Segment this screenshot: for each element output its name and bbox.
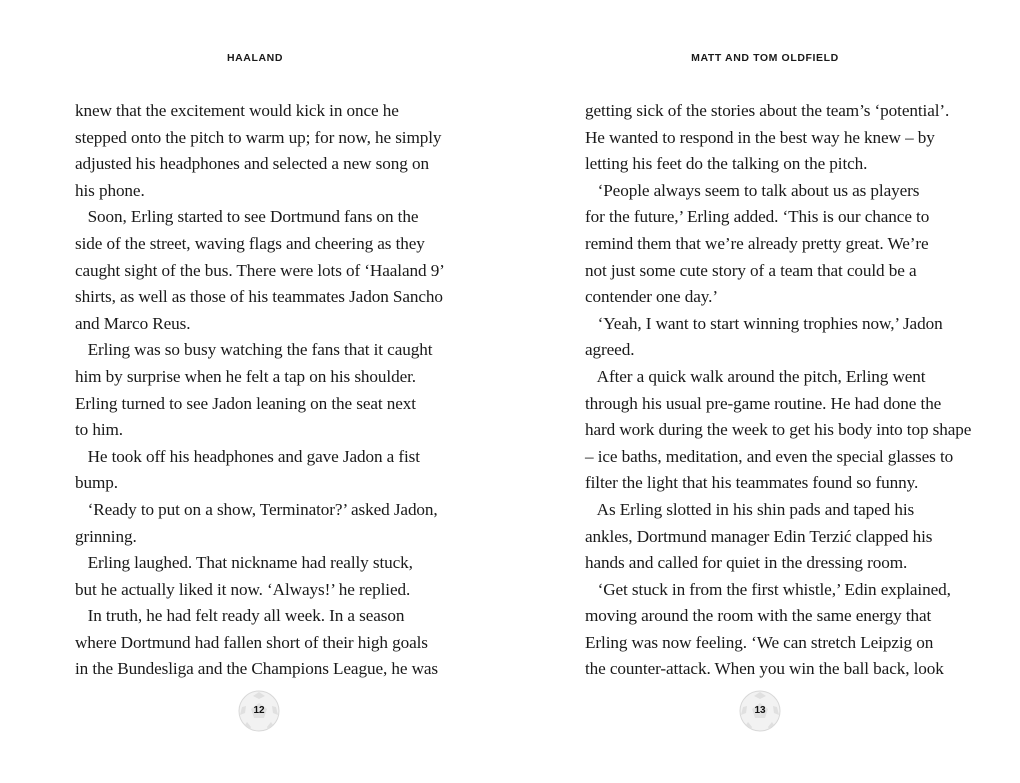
- text-line: bump.: [75, 473, 118, 493]
- text-line: getting sick of the stories about the team’s ‘potential’.: [585, 101, 950, 120]
- page-number-right: [738, 689, 782, 733]
- text-line: not just some cute story of a team that could be a: [585, 260, 917, 280]
- text-line: where Dortmund had fallen short of their high goals: [75, 632, 428, 652]
- text-line: Erling turned to see Jadon leaning on the seat next: [75, 393, 416, 413]
- page-number-left: [237, 689, 281, 733]
- text-line: shirts, as well as those of his teammates Jadon Sancho: [75, 287, 443, 307]
- text-line: – ice baths, meditation, and even the special glasses to: [585, 446, 954, 466]
- text-line: He wanted to respond in the best way he knew – by: [585, 127, 935, 147]
- page-number-label: 13: [754, 705, 766, 716]
- text-line: ‘People always seem to talk about us as players: [585, 180, 920, 200]
- text-line: Erling was now feeling. ‘We can stretch Leipzig on: [585, 632, 934, 652]
- text-line: ankles, Dortmund manager Edin Terzić clapped his: [585, 526, 933, 546]
- text-line: contender one day.’: [585, 287, 718, 307]
- text-line: and Marco Reus.: [75, 313, 191, 333]
- text-line: Erling was so busy watching the fans that it caught: [75, 340, 433, 360]
- text-line: caught sight of the bus. There were lots of ‘Haaland 9’: [75, 260, 445, 280]
- text-line: to him.: [75, 420, 124, 440]
- text-line: adjusted his headphones and selected a new song on: [75, 154, 429, 174]
- running-head-left: HAALAND: [226, 52, 284, 64]
- text-line: hands and called for quiet in the dressing room.: [585, 553, 908, 573]
- text-line: ‘Ready to put on a show, Terminator?’ asked Jadon,: [75, 499, 438, 519]
- text-line: As Erling slotted in his shin pads and taped his: [585, 499, 915, 519]
- text-line: his phone.: [75, 180, 145, 200]
- text-line: for the future,’ Erling added. ‘This is our chance to: [585, 207, 930, 227]
- page-number-label: 12: [253, 705, 265, 716]
- text-line: He took off his headphones and gave Jadon a fist: [75, 446, 420, 466]
- text-line: grinning.: [75, 526, 137, 546]
- body-text-right: [585, 98, 971, 683]
- text-line: the counter-attack. When you win the ball back, look: [585, 659, 944, 679]
- body-text-left: [75, 98, 445, 683]
- text-line: hard work during the week to get his body into top shape: [585, 420, 972, 440]
- text-line: ‘Yeah, I want to start winning trophies now,’ Jadon: [585, 313, 943, 333]
- text-line: ‘Get stuck in from the first whistle,’ Edin explained,: [585, 579, 951, 599]
- text-line: but he actually liked it now. ‘Always!’ he replied.: [75, 579, 411, 599]
- text-line: him by surprise when he felt a tap on his shoulder.: [75, 366, 416, 386]
- text-line: stepped onto the pitch to warm up; for now, he simply: [75, 127, 442, 147]
- text-line: Erling laughed. That nickname had really stuck,: [75, 553, 413, 573]
- text-line: in the Bundesliga and the Champions League, he was: [75, 659, 439, 679]
- right-page: [510, 0, 1020, 783]
- text-line: moving around the room with the same energy that: [585, 606, 932, 626]
- text-line: In truth, he had felt ready all week. In a season: [75, 606, 405, 626]
- text-line: knew that the excitement would kick in once he: [75, 101, 399, 120]
- text-line: filter the light that his teammates found so funny.: [585, 473, 919, 493]
- text-line: through his usual pre-game routine. He had done the: [585, 393, 942, 413]
- text-line: agreed.: [585, 340, 635, 360]
- text-line: side of the street, waving flags and cheering as they: [75, 233, 425, 253]
- text-line: remind them that we’re already pretty great. We’re: [585, 233, 929, 253]
- running-head-right: MATT AND TOM OLDFIELD: [691, 52, 839, 64]
- text-line: Soon, Erling started to see Dortmund fans on the: [75, 207, 419, 227]
- text-line: letting his feet do the talking on the pitch.: [585, 154, 868, 174]
- text-line: After a quick walk around the pitch, Erling went: [585, 366, 926, 386]
